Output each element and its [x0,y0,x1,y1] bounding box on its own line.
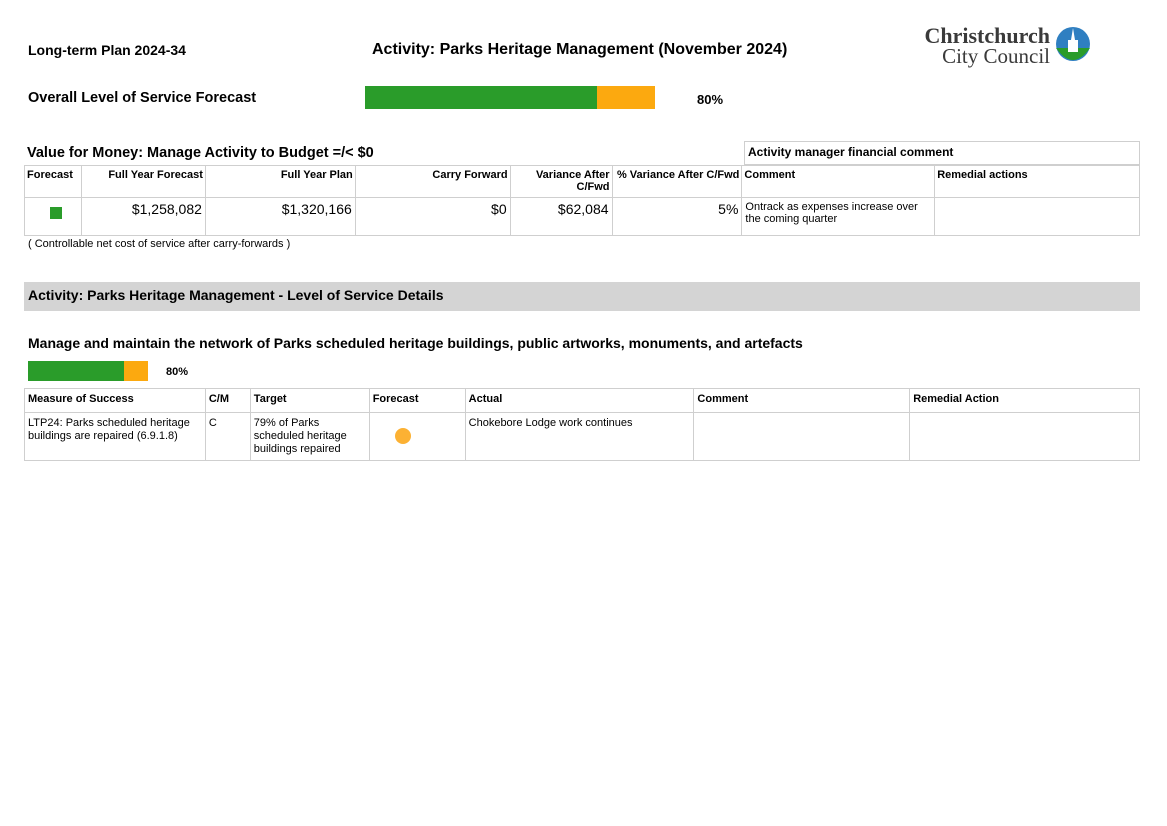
progress-green-fill [365,86,597,109]
page-title: Activity: Parks Heritage Management (November 2024) [372,41,788,58]
col-variance: Variance After C/Fwd [510,166,612,198]
council-logo [920,23,1100,72]
full-year-forecast-value: $1,258,082 [81,198,205,236]
remedial-action-value [910,413,1140,461]
financial-table [24,165,1140,236]
col-comment: Comment [742,166,935,198]
forecast-cell [25,198,82,236]
remedial-actions-value [935,198,1140,236]
pct-variance-value: 5% [612,198,742,236]
cost-note: ( Controllable net cost of service after carry-forwards ) [28,238,291,250]
financial-header-row [25,166,1140,198]
col-cm: C/M [205,389,250,413]
financial-data-row [25,198,1140,236]
cathedral-emblem-icon [1052,26,1094,68]
col-pct-variance: % Variance After C/Fwd [612,166,742,198]
col-full-year-forecast: Full Year Forecast [81,166,205,198]
forecast-amber-dot-icon [395,428,411,444]
full-year-plan-value: $1,320,166 [205,198,355,236]
col-los-forecast: Forecast [369,389,465,413]
col-los-comment: Comment [694,389,910,413]
los-forecast-cell [369,413,465,461]
value-for-money-heading: Value for Money: Manage Activity to Budget =/< $0 [27,145,374,161]
los-green-fill [28,361,124,381]
target-value: 79% of Parks scheduled heritage buildings repaired [250,413,369,461]
los-progress-bar [28,361,148,381]
col-measure: Measure of Success [25,389,206,413]
los-heading: Manage and maintain the network of Parks scheduled heritage buildings, public artworks, monuments, and artefacts [28,335,803,351]
forecast-green-square-icon [50,207,62,219]
col-target: Target [250,389,369,413]
progress-amber-fill [597,86,655,109]
col-carry-forward: Carry Forward [355,166,510,198]
table-row [25,413,1140,461]
col-remedial: Remedial actions [935,166,1140,198]
actual-value: Chokebore Lodge work continues [465,413,694,461]
plan-label: Long-term Plan 2024-34 [28,42,186,58]
col-remedial-action: Remedial Action [910,389,1140,413]
los-table [24,388,1140,461]
details-band [24,282,1140,311]
logo-line2: City Council [942,44,1050,68]
los-percent: 80% [166,366,189,378]
logo-line1: Christchurch [924,23,1050,48]
overall-progress-bar [365,86,655,109]
details-band-title: Activity: Parks Heritage Management - Level of Service Details [28,287,444,303]
variance-value: $62,084 [510,198,612,236]
los-amber-fill [124,361,148,381]
los-comment-value [694,413,910,461]
col-full-year-plan: Full Year Plan [205,166,355,198]
measure-value: LTP24: Parks scheduled heritage buildings are repaired (6.9.1.8) [25,413,206,461]
col-forecast: Forecast [25,166,82,198]
financial-comment-value: Ontrack as expenses increase over the coming quarter [742,198,935,236]
overall-percent: 80% [697,92,724,107]
financial-comment-heading: Activity manager financial comment [744,141,1140,165]
carry-forward-value: $0 [355,198,510,236]
los-header-row [25,389,1140,413]
cm-value: C [205,413,250,461]
col-actual: Actual [465,389,694,413]
overall-forecast-label: Overall Level of Service Forecast [28,90,257,106]
